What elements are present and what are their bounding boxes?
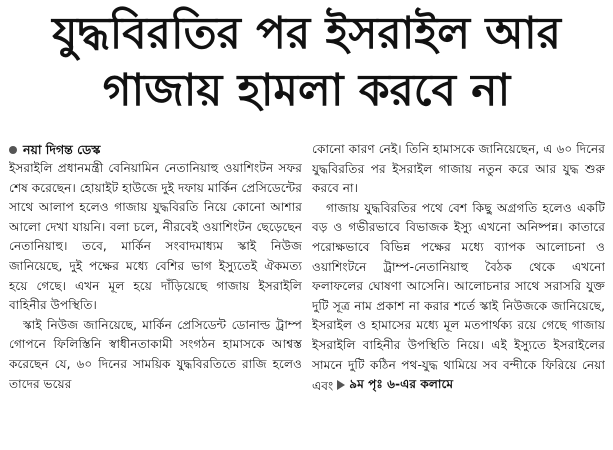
- paragraph: [312, 199, 605, 397]
- column-right: [312, 140, 605, 450]
- continuation-text: ৯ম পৃঃ ৬-এর কলামে: [349, 377, 454, 392]
- article-body: [9, 140, 605, 450]
- byline: [9, 140, 302, 159]
- arrow-right-icon: [337, 380, 345, 390]
- continuation-jump: [337, 375, 453, 395]
- headline: [9, 6, 604, 120]
- byline-text: নয়া দিগন্ত ডেস্ক: [23, 142, 101, 157]
- bullet-icon: [9, 146, 17, 154]
- paragraph: ইসরাইলি প্রধানমন্ত্রী বেনিয়ামিন নেতানিয়াহু ওয়াশিংটন সফর শেষ করেছেন। হোয়াইট হাউজে দুই দফায় মার্কিন প্রেসিডেন্টের সাথে আলাপ হলেও গাজায় যুদ্ধবিরতি নিয়ে কোনো আশার আলো দেখা যায়নি। বলা চলে, নীরবেই ওয়াশিংটন ছেড়েছেন নেতানিয়াহু। তবে, মার্কিন সংবাদমাধ্যম স্কাই নিউজ জানিয়েছে, দুই পক্ষের মধ্যে বেশির ভাগ ইস্যুতেই ঐকমত্য হয়ে গেছে। এখন মূল হয়ে দাঁড়িয়েছে গাজায় ইসরাইলি বাহিনীর উপস্থিতি।: [9, 161, 302, 313]
- paragraph-text: গাজায় যুদ্ধবিরতির পথে বেশ কিছু অগ্রগতি হলেও একটি বড় ও গভীরভাবে বিভাজক ইস্যু এখনো অনিষ্পন্ন। কাতারে পরোক্ষভাবে বিভিন্ন পক্ষের মধ্যে ব্যাপক আলোচনা ও ওয়াশিংটনে ট্রাম্প-নেতানিয়াহু বৈঠক থেকে এখনো ফলাফলের ঘোষণা আসেনি। আলোচনার সাথে সরাসরি যুক্ত দুটি সূত্র নাম প্রকাশ না করার শর্তে স্কাই নিউজকে জানিয়েছে, ইসরাইল ও হামাসের মধ্যে মূল মতপার্থক্য রয়ে গেছে গাজায় ইসরাইলি বাহিনীর উপস্থিতি নিয়ে। এই ইস্যুতে ইসরাইলের সামনে দুটি কঠিন পথ-যুদ্ধ থামিয়ে সব বন্দীকে ফিরিয়ে নেয়া এবং: [312, 200, 605, 393]
- column-left: [9, 140, 302, 450]
- paragraph: কোনো কারণ নেই। তিনি হামাসকে জানিয়েছেন, এ ৬০ দিনের যুদ্ধবিরতির পর ইসরাইল গাজায় নতুন করে আর যুদ্ধ শুরু করবে না।: [312, 142, 605, 196]
- headline-line-2: গাজায় হামলা করবে না: [102, 65, 511, 116]
- paragraph: স্কাই নিউজ জানিয়েছে, মার্কিন প্রেসিডেন্ট ডোনাল্ড ট্রাম্প গোপনে ফিলিস্তিনি স্বাধীনতাকামী সংগঠন হামাসকে আশ্বস্ত করেছেন যে, ৬০ দিনের সাময়িক যুদ্ধবিরতিতে রাজি হলেও তাদের ভয়ের: [9, 317, 302, 391]
- headline-line-1: যুদ্ধবিরতির পর ইসরাইল আর: [52, 8, 561, 59]
